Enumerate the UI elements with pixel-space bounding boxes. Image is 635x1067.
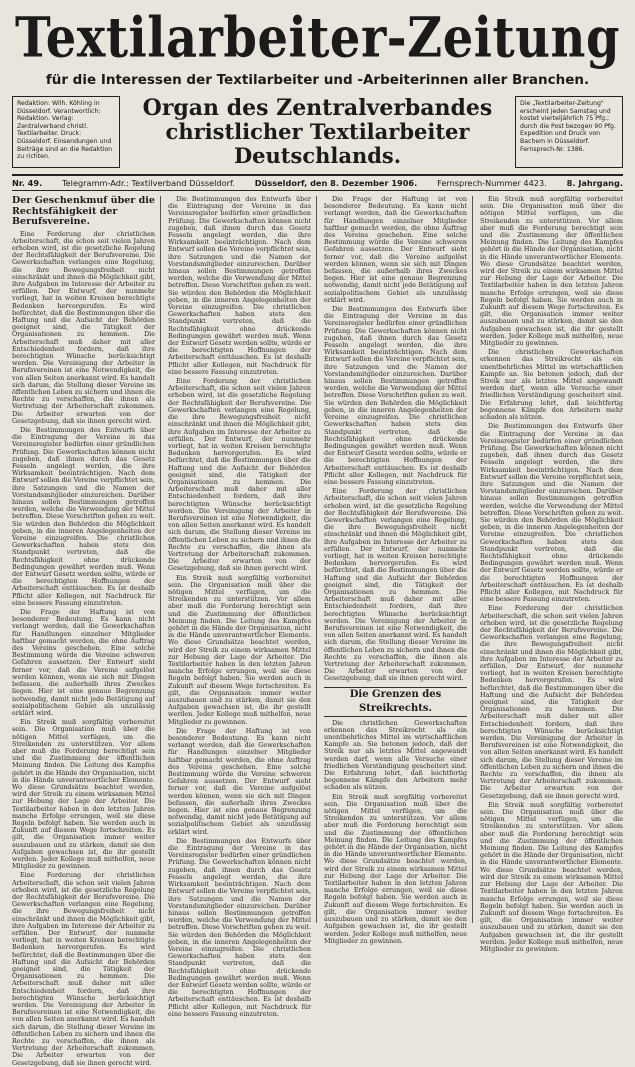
telegram-address: Telegramm-Adr.: Textilverband Düsseldorf. — [62, 178, 235, 188]
article-text: Ein Streik muß sorgfältig vorbereitet sein. Die Organisation muß über die nötigen Mittel verfügen, um die Streikenden zu unterstützen. Vor allem aber muß die Forderung berechtigt sein und die Zustimmung der öffentlichen Meinung finden. Die Leitung des Kampfes gehört in die Hände der Organisation, nicht in die Hände unverantwortlicher Elemente. Wo diese Grundsätze beachtet werden, wird der Streik zu einem wirksamen Mittel zur Hebung der Lage der Arbeiter. Die Textilarbeiter haben in den letzten Jahren manche Erfolge errungen, weil sie diese Regeln befolgt haben. Sie werden auch in Zukunft auf diesem Wege fortschreiten. Es gilt, die Organisation immer weiter auszubauen und zu stärken, damit sie den Aufgaben gewachsen ist, die ihr gestellt werden. Jeder Kollege muß mithelfen, neue Mitglieder zu gewinnen. — [480, 800, 623, 953]
article-text: Die christlichen Gewerkschaften erkennen das Streikrecht als ein unentbehrliches Mittel im wirtschaftlichen Kampfe an. Sie betonen jedoch, daß der Streik nur als letztes Mittel angewandt werden darf, wenn alle Versuche einer friedlichen Verständigung gescheitert sind. Die Erfahrung lehrt, daß leichtfertig begonnene Kämpfe den Arbeitern mehr schaden als nützen. — [324, 718, 467, 792]
volume-year: 8. Jahrgang. — [566, 178, 623, 188]
issue-info-row — [12, 176, 623, 190]
organ-title — [130, 96, 505, 168]
place-date: Düsseldorf, den 8. Dezember 1906. — [254, 178, 418, 188]
info-rule — [12, 190, 623, 191]
masthead-title: Textilarbeiter-Zeitung — [15, 5, 620, 71]
article-text: Ein Streik muß sorgfältig vorbereitet sein. Die Organisation muß über die nötigen Mittel verfügen, um die Streikenden zu unterstützen. Vor allem aber muß die Forderung berechtigt sein und die Zustimmung der öffentlichen Meinung finden. Die Leitung des Kampfes gehört in die Hände der Organisation, nicht in die Hände unverantwortlicher Elemente. Wo diese Grundsätze beachtet werden, wird der Streik zu einem wirksamen Mittel zur Hebung der Lage der Arbeiter. Die Textilarbeiter haben in den letzten Jahren manche Erfolge errungen, weil sie diese Regeln befolgt haben. Sie werden auch in Zukunft auf diesem Wege fortschreiten. Es gilt, die Organisation immer weiter auszubauen und zu stärken, damit sie den Aufgaben gewachsen ist, die ihr gestellt werden. Jeder Kollege muß mithelfen, neue Mitglieder zu gewinnen. — [480, 195, 623, 348]
article-text: Die Bestimmungen des Entwurfs über die Eintragung der Vereine in das Vereinsregister bedürfen einer gründlichen Prüfung. Die Gewerkschaften können nicht zugeben, daß ihnen durch das Gesetz Fesseln angelegt werden, die ihre Wirksamkeit beeinträchtigen. Nach dem Entwurf sollen die Vereine verpflichtet sein, ihre Satzungen und die Namen der Vorstandsmitglieder einzureichen. Darüber hinaus sollen Bestimmungen getroffen werden, welche die Verwendung der Mittel betreffen. Diese Vorschriften gehen zu weit. Sie würden den Behörden die Möglichkeit geben, in die inneren Angelegenheiten der Vereine einzugreifen. Die christlichen Gewerkschaften haben stets den Standpunkt vertreten, daß die Rechtsfähigkeit ohne drückende Bedingungen gewährt werden muß. Wenn der Entwurf Gesetz werden sollte, würde er die berechtigten Hoffnungen der Arbeiterschaft enttäuschen. Es ist deshalb Pflicht aller Kollegen, mit Nachdruck für eine bessere Fassung einzutreten. — [168, 836, 312, 1018]
column-3 — [324, 195, 473, 945]
organ-line-2: christlicher Textilarbeiter Deutschlands. — [165, 119, 470, 168]
subscription-box: Die „Textilarbeiter-Zeitung" erscheint jeden Samstag und kostet vierteljährlich 75 Pfg.; durch die Post bezogen 90 Pfg. Expedition und Druck von Bachem in Düsseldorf. Fernsprech-Nr. 1386. — [515, 96, 623, 168]
header-row — [12, 96, 623, 168]
article-text: Die christlichen Gewerkschaften erkennen das Streikrecht als ein unentbehrliches Mittel im wirtschaftlichen Kampfe an. Sie betonen jedoch, daß der Streik nur als letztes Mittel angewandt werden darf, wenn alle Versuche einer friedlichen Verständigung gescheitert sind. Die Erfahrung lehrt, daß leichtfertig begonnene Kämpfe den Arbeitern mehr schaden als nützen. — [480, 348, 623, 422]
article-text: Die Frage der Haftung ist von besonderer Bedeutung. Es kann nicht verlangt werden, daß die Gewerkschaften für Handlungen einzelner Mitglieder haftbar gemacht werden, die ohne Auftrag des Vereins geschehen. Eine solche Bestimmung würde die Vereine schweren Gefahren aussetzen. Der Entwurf sieht ferner vor, daß die Vereine aufgelöst werden können, wenn sie sich mit Dingen befassen, die außerhalb ihres Zweckes liegen. Hier ist eine genaue Begrenzung notwendig, damit nicht jede Betätigung auf sozialpolitischem Gebiet als unzulässig erklärt wird. — [324, 195, 467, 304]
editorial-box: Redaktion: Wilh. Köhling in Düsseldorf. Verantwortlich: Redaktion. Verlag: Zentralverband christl. Textilarbeiter. Druck: Düsseldorf. Einsendungen und Beiträge sind an die Redaktion zu richten. — [12, 96, 120, 168]
organ-line-1: Organ des Zentralverbandes — [142, 95, 493, 121]
article-text: Eine Forderung der christlichen Arbeiterschaft, die schon seit vielen Jahren erhoben wird, ist die gesetzliche Regelung der Rechtsfähigkeit der Berufsvereine. Die Gewerkschaften verlangen eine Regelung, die ihre Bewegungsfreiheit nicht einschränkt und ihnen die Möglichkeit gibt, ihre Aufgaben im Interesse der Arbeiter zu erfüllen. Der Entwurf, der nunmehr vorliegt, hat in weiten Kreisen berechtigte Bedenken hervorgerufen. Es wird befürchtet, daß die Bestimmungen über die Haftung und die Aufsicht der Behörden geeignet sind, die Tätigkeit der Organisationen zu hemmen. Die Arbeiterschaft muß daher mit aller Entschiedenheit fordern, daß ihre berechtigten Wünsche berücksichtigt werden. Die Vereinigung der Arbeiter in Berufsvereinen ist eine Notwendigkeit, die von allen Seiten anerkannt wird. Es handelt sich darum, die Stellung dieser Vereine im öffentlichen Leben zu sichern und ihnen die Rechte zu verschaffen, die ihnen als Vertretung der Arbeiterschaft zukommen. Die Arbeiter erwarten von der Gesetzgebung, daß sie ihnen gerecht wird. — [12, 871, 155, 1067]
article-text: Die Frage der Haftung ist von besonderer Bedeutung. Es kann nicht verlangt werden, daß die Gewerkschaften für Handlungen einzelner Mitglieder haftbar gemacht werden, die ohne Auftrag des Vereins geschehen. Eine solche Bestimmung würde die Vereine schweren Gefahren aussetzen. Der Entwurf sieht ferner vor, daß die Vereine aufgelöst werden können, wenn sie sich mit Dingen befassen, die außerhalb ihres Zweckes liegen. Hier ist eine genaue Begrenzung notwendig, damit nicht jede Betätigung auf sozialpolitischem Gebiet als unzulässig erklärt wird. — [168, 726, 311, 836]
article-text: Die Bestimmungen des Entwurfs über die Eintragung der Vereine in das Vereinsregister bedürfen einer gründlichen Prüfung. Die Gewerkschaften können nicht zugeben, daß ihnen durch das Gesetz Fesseln angelegt werden, die ihre Wirksamkeit beeinträchtigen. Nach dem Entwurf sollen die Vereine verpflichtet sein, ihre Satzungen und die Namen der Vorstandsmitglieder einzureichen. Darüber hinaus sollen Bestimmungen getroffen werden, welche die Verwendung der Mittel betreffen. Diese Vorschriften gehen zu weit. Sie würden den Behörden die Möglichkeit geben, in die inneren Angelegenheiten der Vereine einzugreifen. Die christlichen Gewerkschaften haben stets den Standpunkt vertreten, daß die Rechtsfähigkeit ohne drückende Bedingungen gewährt werden muß. Wenn der Entwurf Gesetz werden sollte, würde er die berechtigten Hoffnungen der Arbeiterschaft enttäuschen. Es ist deshalb Pflicht aller Kollegen, mit Nachdruck für eine bessere Fassung einzutreten. — [12, 425, 156, 607]
article-text: Eine Forderung der christlichen Arbeiterschaft, die schon seit vielen Jahren erhoben wird, ist die gesetzliche Regelung der Rechtsfähigkeit der Berufsvereine. Die Gewerkschaften verlangen eine Regelung, die ihre Bewegungsfreiheit nicht einschränkt und ihnen die Möglichkeit gibt, ihre Aufgaben im Interesse der Arbeiter zu erfüllen. Der Entwurf, der nunmehr vorliegt, hat in weiten Kreisen berechtigte Bedenken hervorgerufen. Es wird befürchtet, daß die Bestimmungen über die Haftung und die Aufsicht der Behörden geeignet sind, die Tätigkeit der Organisationen zu hemmen. Die Arbeiterschaft muß daher mit aller Entschiedenheit fordern, daß ihre berechtigten Wünsche berücksichtigt werden. Die Vereinigung der Arbeiter in Berufsvereinen ist eine Notwendigkeit, die von allen Seiten anerkannt wird. Es handelt sich darum, die Stellung dieser Vereine im öffentlichen Leben zu sichern und ihnen die Rechte zu verschaffen, die ihnen als Vertretung der Arbeiterschaft zukommen. Die Arbeiter erwarten von der Gesetzgebung, daß sie ihnen gerecht wird. — [12, 229, 155, 425]
article-headline: Der Geschenkmuf über die Rechtsfähigkeit der Berufsvereine. — [12, 195, 155, 227]
column-4 — [480, 195, 624, 953]
issue-number: Nr. 49. — [12, 178, 43, 188]
column-2 — [168, 195, 317, 1018]
article-text: Eine Forderung der christlichen Arbeiterschaft, die schon seit vielen Jahren erhoben wird, ist die gesetzliche Regelung der Rechtsfähigkeit der Berufsvereine. Die Gewerkschaften verlangen eine Regelung, die ihre Bewegungsfreiheit nicht einschränkt und ihnen die Möglichkeit gibt, ihre Aufgaben im Interesse der Arbeiter zu erfüllen. Der Entwurf, der nunmehr vorliegt, hat in weiten Kreisen berechtigte Bedenken hervorgerufen. Es wird befürchtet, daß die Bestimmungen über die Haftung und die Aufsicht der Behörden geeignet sind, die Tätigkeit der Organisationen zu hemmen. Die Arbeiterschaft muß daher mit aller Entschiedenheit fordern, daß ihre berechtigten Wünsche berücksichtigt werden. Die Vereinigung der Arbeiter in Berufsvereinen ist eine Notwendigkeit, die von allen Seiten anerkannt wird. Es handelt sich darum, die Stellung dieser Vereine im öffentlichen Leben zu sichern und ihnen die Rechte zu verschaffen, die ihnen als Vertretung der Arbeiterschaft zukommen. Die Arbeiter erwarten von der Gesetzgebung, daß sie ihnen gerecht wird. — [480, 604, 623, 800]
article-text: Ein Streik muß sorgfältig vorbereitet sein. Die Organisation muß über die nötigen Mittel verfügen, um die Streikenden zu unterstützen. Vor allem aber muß die Forderung berechtigt sein und die Zustimmung der öffentlichen Meinung finden. Die Leitung des Kampfes gehört in die Hände der Organisation, nicht in die Hände unverantwortlicher Elemente. Wo diese Grundsätze beachtet werden, wird der Streik zu einem wirksamen Mittel zur Hebung der Lage der Arbeiter. Die Textilarbeiter haben in den letzten Jahren manche Erfolge errungen, weil sie diese Regeln befolgt haben. Sie werden auch in Zukunft auf diesem Wege fortschreiten. Es gilt, die Organisation immer weiter auszubauen und zu stärken, damit sie den Aufgaben gewachsen ist, die ihr gestellt werden. Jeder Kollege muß mithelfen, neue Mitglieder zu gewinnen. — [324, 792, 467, 945]
masthead-tagline: für die Interessen der Textilarbeiter und -Arbeiterinnen aller Branchen. — [45, 72, 590, 88]
article-columns — [12, 195, 624, 1067]
streikrecht-headline: Die Grenzen des Streikrechts. — [324, 687, 467, 717]
article-text: Ein Streik muß sorgfältig vorbereitet sein. Die Organisation muß über die nötigen Mittel verfügen, um die Streikenden zu unterstützen. Vor allem aber muß die Forderung berechtigt sein und die Zustimmung der öffentlichen Meinung finden. Die Leitung des Kampfes gehört in die Hände der Organisation, nicht in die Hände unverantwortlicher Elemente. Wo diese Grundsätze beachtet werden, wird der Streik zu einem wirksamen Mittel zur Hebung der Lage der Arbeiter. Die Textilarbeiter haben in den letzten Jahren manche Erfolge errungen, weil sie diese Regeln befolgt haben. Sie werden auch in Zukunft auf diesem Wege fortschreiten. Es gilt, die Organisation immer weiter auszubauen und zu stärken, damit sie den Aufgaben gewachsen ist, die ihr gestellt werden. Jeder Kollege muß mithelfen, neue Mitglieder zu gewinnen. — [12, 718, 155, 871]
phone-number: Fernsprech-Nummer 4423. — [437, 178, 547, 188]
article-text: Eine Forderung der christlichen Arbeiterschaft, die schon seit vielen Jahren erhoben wird, ist die gesetzliche Regelung der Rechtsfähigkeit der Berufsvereine. Die Gewerkschaften verlangen eine Regelung, die ihre Bewegungsfreiheit nicht einschränkt und ihnen die Möglichkeit gibt, ihre Aufgaben im Interesse der Arbeiter zu erfüllen. Der Entwurf, der nunmehr vorliegt, hat in weiten Kreisen berechtigte Bedenken hervorgerufen. Es wird befürchtet, daß die Bestimmungen über die Haftung und die Aufsicht der Behörden geeignet sind, die Tätigkeit der Organisationen zu hemmen. Die Arbeiterschaft muß daher mit aller Entschiedenheit fordern, daß ihre berechtigten Wünsche berücksichtigt werden. Die Vereinigung der Arbeiter in Berufsvereinen ist eine Notwendigkeit, die von allen Seiten anerkannt wird. Es handelt sich darum, die Stellung dieser Vereine im öffentlichen Leben zu sichern und ihnen die Rechte zu verschaffen, die ihnen als Vertretung der Arbeiterschaft zukommen. Die Arbeiter erwarten von der Gesetzgebung, daß sie ihnen gerecht wird. — [324, 487, 467, 683]
article-text: Die Bestimmungen des Entwurfs über die Eintragung der Vereine in das Vereinsregister bedürfen einer gründlichen Prüfung. Die Gewerkschaften können nicht zugeben, daß ihnen durch das Gesetz Fesseln angelegt werden, die ihre Wirksamkeit beeinträchtigen. Nach dem Entwurf sollen die Vereine verpflichtet sein, ihre Satzungen und die Namen der Vorstandsmitglieder einzureichen. Darüber hinaus sollen Bestimmungen getroffen werden, welche die Verwendung der Mittel betreffen. Diese Vorschriften gehen zu weit. Sie würden den Behörden die Möglichkeit geben, in die inneren Angelegenheiten der Vereine einzugreifen. Die christlichen Gewerkschaften haben stets den Standpunkt vertreten, daß die Rechtsfähigkeit ohne drückende Bedingungen gewährt werden muß. Wenn der Entwurf Gesetz werden sollte, würde er die berechtigten Hoffnungen der Arbeiterschaft enttäuschen. Es ist deshalb Pflicht aller Kollegen, mit Nachdruck für eine bessere Fassung einzutreten. — [480, 422, 624, 604]
article-text: Die Bestimmungen des Entwurfs über die Eintragung der Vereine in das Vereinsregister bedürfen einer gründlichen Prüfung. Die Gewerkschaften können nicht zugeben, daß ihnen durch das Gesetz Fesseln angelegt werden, die ihre Wirksamkeit beeinträchtigen. Nach dem Entwurf sollen die Vereine verpflichtet sein, ihre Satzungen und die Namen der Vorstandsmitglieder einzureichen. Darüber hinaus sollen Bestimmungen getroffen werden, welche die Verwendung der Mittel betreffen. Diese Vorschriften gehen zu weit. Sie würden den Behörden die Möglichkeit geben, in die inneren Angelegenheiten der Vereine einzugreifen. Die christlichen Gewerkschaften haben stets den Standpunkt vertreten, daß die Rechtsfähigkeit ohne drückende Bedingungen gewährt werden muß. Wenn der Entwurf Gesetz werden sollte, würde er die berechtigten Hoffnungen der Arbeiterschaft enttäuschen. Es ist deshalb Pflicht aller Kollegen, mit Nachdruck für eine bessere Fassung einzutreten. — [168, 195, 312, 376]
article-text: Die Bestimmungen des Entwurfs über die Eintragung der Vereine in das Vereinsregister bedürfen einer gründlichen Prüfung. Die Gewerkschaften können nicht zugeben, daß ihnen durch das Gesetz Fesseln angelegt werden, die ihre Wirksamkeit beeinträchtigen. Nach dem Entwurf sollen die Vereine verpflichtet sein, ihre Satzungen und die Namen der Vorstandsmitglieder einzureichen. Darüber hinaus sollen Bestimmungen getroffen werden, welche die Verwendung der Mittel betreffen. Diese Vorschriften gehen zu weit. Sie würden den Behörden die Möglichkeit geben, in die inneren Angelegenheiten der Vereine einzugreifen. Die christlichen Gewerkschaften haben stets den Standpunkt vertreten, daß die Rechtsfähigkeit ohne drückende Bedingungen gewährt werden muß. Wenn der Entwurf Gesetz werden sollte, würde er die berechtigten Hoffnungen der Arbeiterschaft enttäuschen. Es ist deshalb Pflicht aller Kollegen, mit Nachdruck für eine bessere Fassung einzutreten. — [324, 305, 468, 486]
column-1 — [12, 195, 161, 1067]
article-text: Die Frage der Haftung ist von besonderer Bedeutung. Es kann nicht verlangt werden, daß die Gewerkschaften für Handlungen einzelner Mitglieder haftbar gemacht werden, die ohne Auftrag des Vereins geschehen. Eine solche Bestimmung würde die Vereine schweren Gefahren aussetzen. Der Entwurf sieht ferner vor, daß die Vereine aufgelöst werden können, wenn sie sich mit Dingen befassen, die außerhalb ihres Zweckes liegen. Hier ist eine genaue Begrenzung notwendig, damit nicht jede Betätigung auf sozialpolitischem Gebiet als unzulässig erklärt wird. — [12, 608, 155, 717]
article-text: Ein Streik muß sorgfältig vorbereitet sein. Die Organisation muß über die nötigen Mittel verfügen, um die Streikenden zu unterstützen. Vor allem aber muß die Forderung berechtigt sein und die Zustimmung der öffentlichen Meinung finden. Die Leitung des Kampfes gehört in die Hände der Organisation, nicht in die Hände unverantwortlicher Elemente. Wo diese Grundsätze beachtet werden, wird der Streik zu einem wirksamen Mittel zur Hebung der Lage der Arbeiter. Die Textilarbeiter haben in den letzten Jahren manche Erfolge errungen, weil sie diese Regeln befolgt haben. Sie werden auch in Zukunft auf diesem Wege fortschreiten. Es gilt, die Organisation immer weiter auszubauen und zu stärken, damit sie den Aufgaben gewachsen ist, die ihr gestellt werden. Jeder Kollege muß mithelfen, neue Mitglieder zu gewinnen. — [168, 573, 311, 726]
article-text: Eine Forderung der christlichen Arbeiterschaft, die schon seit vielen Jahren erhoben wird, ist die gesetzliche Regelung der Rechtsfähigkeit der Berufsvereine. Die Gewerkschaften verlangen eine Regelung, die ihre Bewegungsfreiheit nicht einschränkt und ihnen die Möglichkeit gibt, ihre Aufgaben im Interesse der Arbeiter zu erfüllen. Der Entwurf, der nunmehr vorliegt, hat in weiten Kreisen berechtigte Bedenken hervorgerufen. Es wird befürchtet, daß die Bestimmungen über die Haftung und die Aufsicht der Behörden geeignet sind, die Tätigkeit der Organisationen zu hemmen. Die Arbeiterschaft muß daher mit aller Entschiedenheit fordern, daß ihre berechtigten Wünsche berücksichtigt werden. Die Vereinigung der Arbeiter in Berufsvereinen ist eine Notwendigkeit, die von allen Seiten anerkannt wird. Es handelt sich darum, die Stellung dieser Vereine im öffentlichen Leben zu sichern und ihnen die Rechte zu verschaffen, die ihnen als Vertretung der Arbeiterschaft zukommen. Die Arbeiter erwarten von der Gesetzgebung, daß sie ihnen gerecht wird. — [168, 377, 311, 573]
